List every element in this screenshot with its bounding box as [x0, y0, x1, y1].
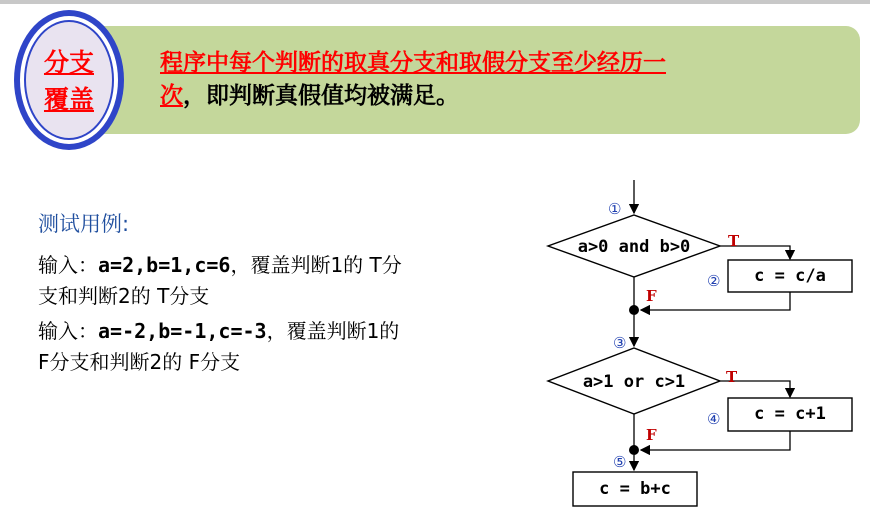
- test-case-2-values: a=-2,b=-1,c=-3: [98, 319, 267, 343]
- test-case-1-values: a=2,b=1,c=6: [98, 253, 231, 277]
- marker-2: ②: [707, 272, 721, 290]
- badge-line2: 覆盖: [43, 85, 94, 114]
- test-case-2-suffix: ，覆盖判断1的 F分支和判断2的 F分支: [38, 319, 400, 374]
- decision-2-label: a>1 or c>1: [582, 372, 686, 392]
- process-box-3-label: c = b+c: [599, 479, 671, 499]
- definition-line2-red: 次: [160, 83, 183, 109]
- test-case-1-suffix: ，覆盖判断1的 T分支和判断2的 T分支: [38, 253, 402, 308]
- process-box-1-label: c = c/a: [754, 266, 826, 286]
- decision-1-false-label: F: [646, 287, 657, 305]
- decision-2-true-label: T: [726, 368, 738, 386]
- test-case-1-prefix: 输入：: [38, 253, 98, 277]
- marker-3: ③: [613, 334, 627, 352]
- decision-1-label: a>0 and b>0: [577, 237, 691, 257]
- marker-4: ④: [707, 410, 721, 428]
- badge-line1: 分支: [43, 48, 94, 77]
- marker-1: ①: [608, 200, 622, 218]
- test-cases-title: 测试用例:: [38, 212, 130, 236]
- test-case-2-prefix: 输入：: [38, 319, 98, 343]
- decision-1-true-label: T: [728, 232, 740, 250]
- box-2-return-arrow: [641, 431, 790, 450]
- box-1-return-arrow: [641, 292, 790, 310]
- junction-1: [629, 305, 639, 315]
- decision-2-false-label: F: [646, 426, 657, 444]
- process-box-2-label: c = c+1: [754, 404, 826, 424]
- definition-line2: ，即判断真假值均被满足。: [183, 83, 459, 109]
- marker-5: ⑤: [613, 453, 627, 471]
- junction-2: [629, 445, 639, 455]
- definition-line1: 程序中每个判断的取真分支和取假分支至少经历一: [160, 50, 666, 76]
